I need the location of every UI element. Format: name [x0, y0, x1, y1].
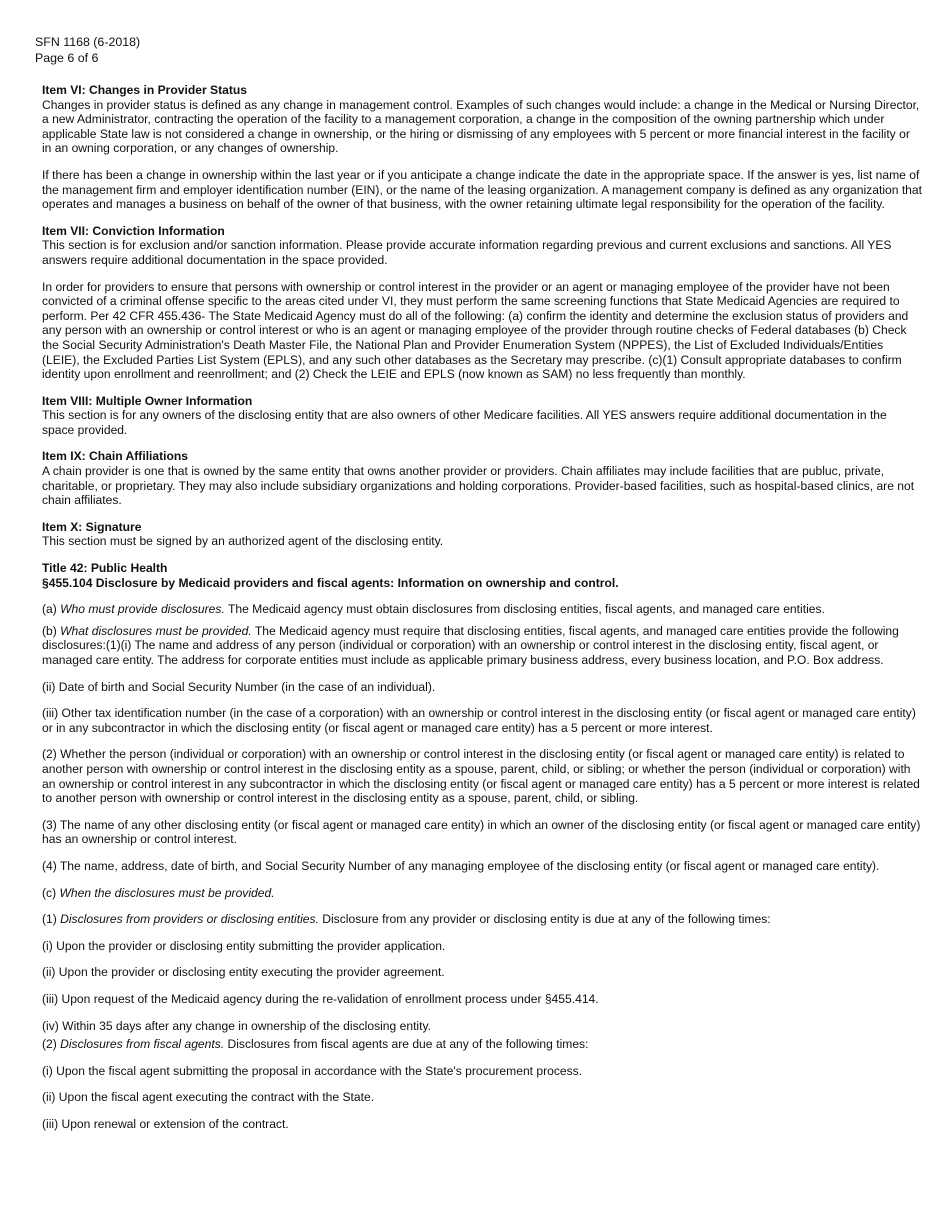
reg-paragraph-c-2-iii: (iii) Upon renewal or extension of the contract.: [42, 1116, 289, 1131]
reg-c-italic: When the disclosures must be provided.: [59, 885, 275, 900]
item-vi-paragraph-1: Changes in provider status is defined as any change in management control. Examples of such changes would include: a change in the Medical or Nursing Director, a new Administrator, contracting the operation of the facility to a management corporation, a change in the composition of the owning partnership which under applicable State law is not considered a change in ownership, or the hiring or dismissing of any employees with 5 percent or more financial interest in the facility or in an owning corporation, or any changes of ownership.: [42, 97, 920, 156]
regulation-title-line-2: §455.104 Disclosure by Medicaid providers and fiscal agents: Information on ownership and control.: [42, 575, 619, 590]
reg-paragraph-c-1-iii: (iii) Upon request of the Medicaid agency during the re-validation of enrollment process under §455.414.: [42, 991, 599, 1006]
reg-paragraph-b-3: (3) The name of any other disclosing entity (or fiscal agent or managed care entity) in which an owner of the disclosing entity (or fiscal agent or managed care entity) has an ownership or control interest.: [42, 817, 921, 847]
item-vii-section: [42, 224, 922, 382]
item-vii-paragraph-1: This section is for exclusion and/or sanction information. Please provide accurate information regarding previous and current exclusions and sanctions. All YES answers require additional documentation in the space provided.: [42, 238, 892, 267]
reg-paragraph-c-1-iv: (iv) Within 35 days after any change in ownership of the disclosing entity.: [42, 1018, 431, 1033]
reg-a-prefix: (a): [42, 602, 61, 617]
reg-c2-text: Disclosures from fiscal agents are due at any of the following times:: [224, 1037, 589, 1052]
item-ix-section: [42, 449, 922, 507]
item-vi-paragraph-2: If there has been a change in ownership within the last year or if you anticipate a change indicate the date in the appropriate space. If the answer is yes, list name of the management firm and employer identification number (EIN), or the name of the leasing organization. A management company is defined as any organization that operates and manages a business on behalf of the owner of that business, with the owner retaining ultimate legal responsibility for the operation of the facility.: [42, 167, 922, 212]
form-id: SFN 1168 (6-2018): [35, 35, 141, 49]
item-vii-heading: Item VII: Conviction Information: [42, 223, 225, 238]
item-x-paragraph: This section must be signed by an authorized agent of the disclosing entity.: [42, 534, 444, 549]
reg-a-text: The Medicaid agency must obtain disclosures from disclosing entities, fiscal agents, and managed care entities.: [224, 602, 825, 617]
reg-paragraph-c-2-i: (i) Upon the fiscal agent submitting the proposal in accordance with the State's procurement process.: [42, 1063, 583, 1078]
page-header: [35, 35, 140, 66]
reg-paragraph-b: [42, 624, 922, 668]
reg-c1-text: Disclosure from any provider or disclosing entity is due at any of the following times:: [318, 912, 771, 927]
reg-paragraph-a: [42, 602, 922, 617]
reg-paragraph-c: [42, 886, 922, 901]
item-vii-paragraph-2: In order for providers to ensure that persons with ownership or control interest in the provider or an agent or managing employee of the provider have not been convicted of a criminal offense specific to the areas cited under VI, they must perform the same screening functions that State Medicaid Agencies are required to perform. Per 42 CFR 455.436- The State Medicaid Agency must do all of the following: (a) confirm the identity and determine the exclusion status of providers and any person with an ownership or control interest or who is an agent or managing employee of the provider through routine checks of Federal databases (b) Check the Social Security Administration's Death Master File, the National Plan and Provider Enumeration System (NPPES), the List of Excluded Individuals/Entities (LEIE), the Excluded Parties List System (EPLS), and any such other databases as the Secretary may prescribe. (c)(1) Consult appropriate databases to confirm identity upon enrollment and reenrollment; and (2) Check the LEIE and EPLS (now known as SAM) no less frequently than monthly.: [42, 279, 909, 382]
page-number: Page 6 of 6: [35, 50, 99, 65]
item-vi-heading: Item VI: Changes in Provider Status: [42, 83, 247, 97]
reg-paragraph-b-ii: (ii) Date of birth and Social Security Number (in the case of an individual).: [42, 679, 436, 694]
reg-c1-italic: Disclosures from providers or disclosing entities.: [60, 912, 319, 927]
reg-paragraph-c-2: [42, 1037, 922, 1052]
item-viii-paragraph: This section is for any owners of the disclosing entity that are also owners of other Medicare facilities. All YES answers require additional documentation in the space provided.: [42, 408, 887, 437]
item-vi-section: [42, 83, 922, 212]
regulation-title-line-1: Title 42: Public Health: [42, 561, 168, 576]
reg-paragraph-c-1-ii: (ii) Upon the provider or disclosing entity executing the provider agreement.: [42, 965, 445, 980]
reg-b-prefix: (b): [42, 623, 61, 638]
reg-paragraph-b-4: (4) The name, address, date of birth, and Social Security Number of any managing employee of the disclosing entity (or fiscal agent or managed care entity).: [42, 858, 880, 873]
regulation-title: [42, 561, 922, 590]
reg-b-italic: What disclosures must be provided.: [60, 623, 252, 638]
item-ix-paragraph: A chain provider is one that is owned by the same entity that owns another provider or providers. Chain affiliates may include facilities that are publuc, private, charitable, or proprietary. They may also include subsidiary organizations and holding corporations. Provider-based facilities, such as hospital-based clinics, are not chain affiliates.: [42, 464, 915, 508]
document-body: [42, 83, 922, 1143]
reg-paragraph-c-1: [42, 912, 922, 927]
item-x-section: [42, 520, 922, 549]
item-x-heading: Item X: Signature: [42, 519, 142, 534]
reg-paragraph-c-1-i: (i) Upon the provider or disclosing entity submitting the provider application.: [42, 938, 446, 953]
reg-c2-italic: Disclosures from fiscal agents.: [60, 1037, 225, 1052]
reg-paragraph-b-iii: (iii) Other tax identification number (in the case of a corporation) with an ownership or control interest in the disclosing entity (or fiscal agent or managed care entity) or in any subcontractor in which the disclosing entity (or fiscal agent or managed care entity) has a 5 percent or more interest.: [42, 706, 916, 735]
reg-b-text: The Medicaid agency must require that disclosing entities, fiscal agents, and managed care entities provide the following disclosures:(1)(i) The name and address of any person (individual or corporation) with an ownership or control interest in the disclosing entity, fiscal agent, or managed care entity. The address for corporate entities must include as applicable primary business address, every business location, and P.O. Box address.: [42, 623, 899, 667]
reg-c1-prefix: (1): [42, 912, 61, 927]
item-viii-heading: Item VIII: Multiple Owner Information: [42, 393, 253, 408]
item-ix-heading: Item IX: Chain Affiliations: [42, 449, 189, 464]
reg-a-italic: Who must provide disclosures.: [60, 602, 225, 617]
item-viii-section: [42, 394, 922, 438]
reg-paragraph-b-2: (2) Whether the person (individual or corporation) with an ownership or control interest in the disclosing entity (or fiscal agent or managed care entity) is related to another person with ownership or control interest in the disclosing entity as a spouse, parent, child, or sibling; or whether the person (individual or corporation) with an ownership or control interest in any subcontractor in which the disclosing entity (or fiscal agent or managed care entity) has a 5 percent or more interest is related to another person with ownership or control interest in the disclosing entity as a spouse, parent, child, or sibling.: [42, 747, 920, 806]
reg-c-prefix: (c): [42, 885, 60, 900]
reg-c2-prefix: (2): [42, 1037, 61, 1052]
reg-paragraph-c-2-ii: (ii) Upon the fiscal agent executing the contract with the State.: [42, 1090, 375, 1105]
